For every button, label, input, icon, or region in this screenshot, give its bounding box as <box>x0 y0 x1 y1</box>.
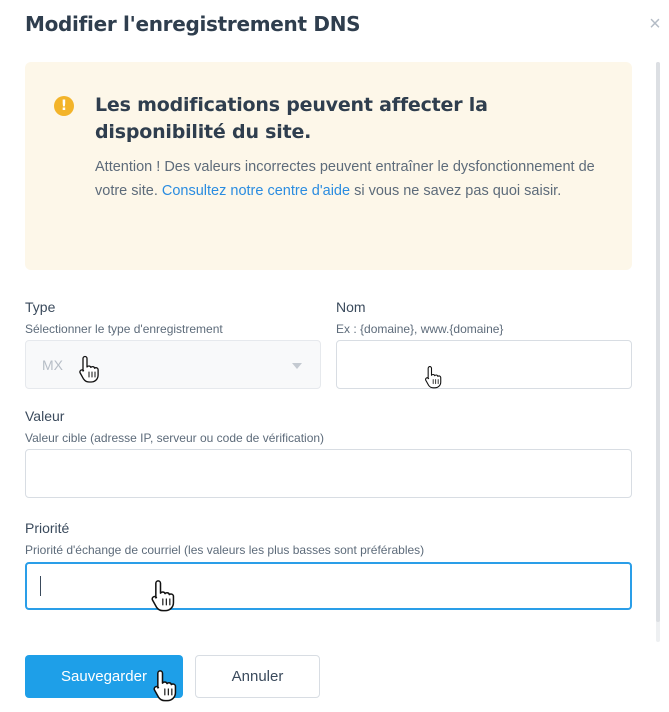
close-icon[interactable]: × <box>649 13 661 35</box>
scrollbar-thumb[interactable] <box>656 62 660 622</box>
dialog-title: Modifier l'enregistrement DNS <box>25 12 361 36</box>
warning-text <box>95 155 595 203</box>
help-center-link[interactable]: Consultez notre centre d'aide <box>161 183 351 199</box>
save-button[interactable]: Sauvegarder <box>25 655 183 698</box>
type-hint: Sélectionner le type d'enregistrement <box>25 322 223 336</box>
priority-field[interactable] <box>25 562 632 610</box>
chevron-down-icon <box>292 363 302 369</box>
warning-title: Les modifications peuvent affecter la disponibilité du site. <box>95 94 488 143</box>
text-caret <box>40 576 41 596</box>
type-select-value: MX <box>42 357 63 373</box>
value-input[interactable] <box>26 450 631 497</box>
name-input[interactable] <box>337 341 631 388</box>
name-label: Nom <box>336 299 366 315</box>
value-field[interactable] <box>25 449 632 498</box>
priority-hint: Priorité d'échange de courriel (les valeurs les plus basses sont préférables) <box>25 543 425 557</box>
warning-icon: ! <box>54 96 74 116</box>
name-hint: Ex : {domaine}, www.{domaine} <box>336 322 504 336</box>
name-field[interactable] <box>336 340 632 389</box>
value-hint: Valeur cible (adresse IP, serveur ou code de vérification) <box>25 431 325 445</box>
warning-text-start: Attention ! Des valeurs incorrectes peuvent entraîner le dysfonctionnement de votre site. <box>95 159 595 199</box>
type-select[interactable] <box>25 340 321 389</box>
cancel-button[interactable]: Annuler <box>195 655 320 698</box>
priority-input[interactable] <box>27 564 630 608</box>
warning-text-end: si vous ne savez pas quoi saisir. <box>350 183 562 199</box>
type-label: Type <box>25 299 56 315</box>
value-label: Valeur <box>25 408 65 424</box>
priority-label: Priorité <box>25 520 70 536</box>
